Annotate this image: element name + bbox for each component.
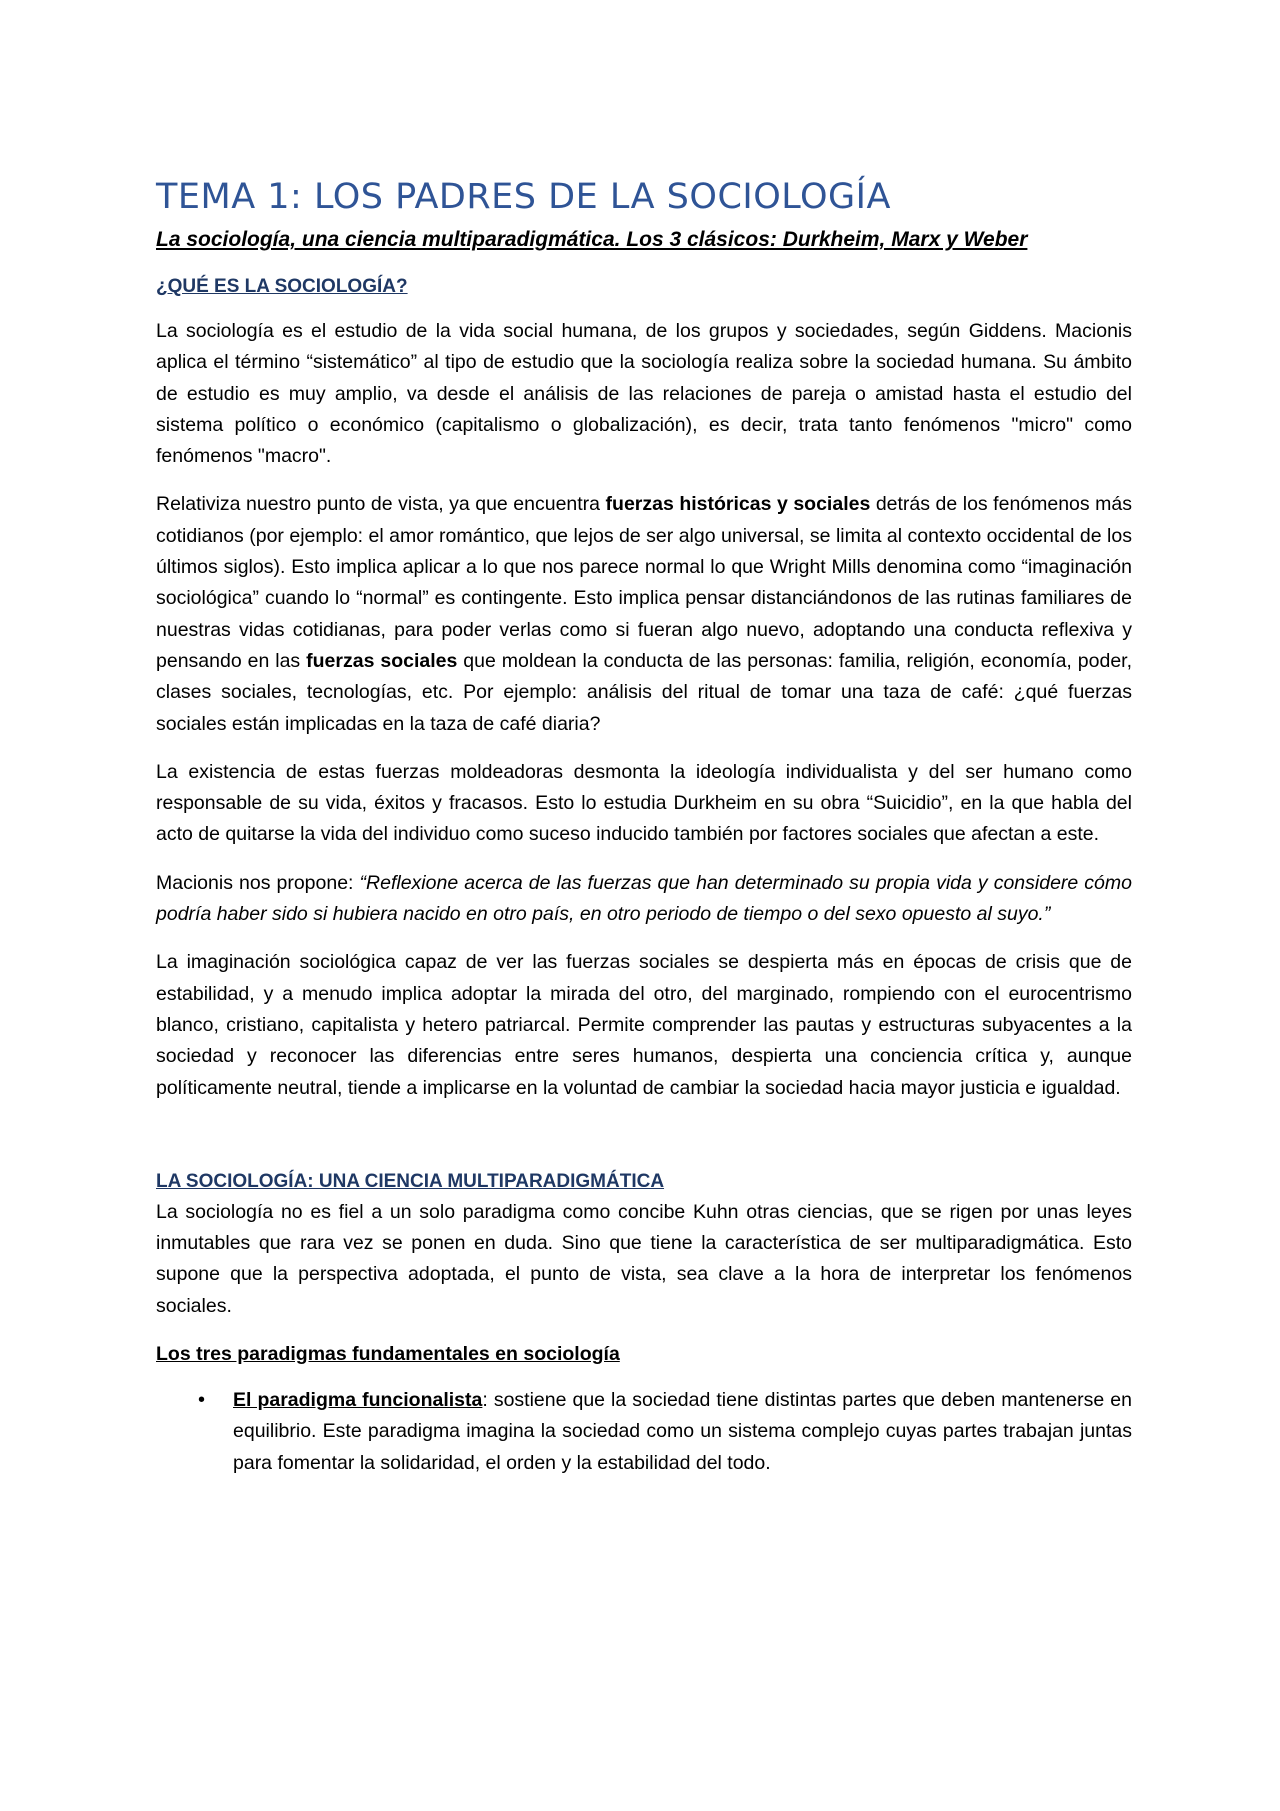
paragraph: La imaginación sociológica capaz de ver las fuerzas sociales se despierta más en épocas de crisis que de estabilidad, y a menudo implica adoptar la mirada del otro, del marginado, rompiendo con el eurocentrismo blanco, cristiano, capitalista y hetero patriarcal. Permite comprender las pautas y estructuras subyacentes a la sociedad y reconocer las diferencias entre seres humanos, despierta una conciencia crítica y, aunque políticamente neutral, tiende a implicarse en la voluntad de cambiar la sociedad hacia mayor justicia e igualdad. xyxy=(156,951,1132,1099)
text-run: que moldean la conducta de las personas: familia, religión, economía, poder, clases sociales, tecnologías, etc. Por ejemplo: análisis del ritual de tomar una taza de café: ¿qué fuerzas sociales están implicadas en la taza de café diaria? xyxy=(156,649,1133,735)
paragraph xyxy=(156,489,1132,739)
text-run: Macionis nos propone: xyxy=(156,871,360,894)
section-heading-multiparadigmatica: LA SOCIOLOGÍA: UNA CIENCIA MULTIPARADIGMÁTICA xyxy=(156,1170,665,1192)
paragraph xyxy=(156,868,1132,931)
bullet-marker: • xyxy=(198,1389,206,1412)
document-subtitle: La sociología, una ciencia multiparadigmática. Los 3 clásicos: Durkheim, Marx y Weber xyxy=(156,228,1028,251)
paragraph: La existencia de estas fuerzas moldeadoras desmonta la ideología individualista y del ser humano como responsable de su vida, éxitos y fracasos. Esto lo estudia Durkheim en su obra “Suicidio”, en la que habla del acto de quitarse la vida del individuo como suceso inducido también por factores sociales que afectan a este. xyxy=(156,760,1132,846)
section-heading-que-es: ¿QUÉ ES LA SOCIOLOGÍA? xyxy=(156,276,408,297)
paragraph: La sociología no es fiel a un solo paradigma como concibe Kuhn otras ciencias, que se rigen por unas leyes inmutables que rara vez se ponen en duda. Sino que tiene la característica de ser multiparadigmática. Esto supone que la perspectiva adoptada, el punto de vista, sea clave a la hora de interpretar los fenómenos sociales. xyxy=(156,1200,1132,1317)
list-item-term: El paradigma funcionalista xyxy=(233,1389,483,1412)
document-title: TEMA 1: LOS PADRES DE LA SOCIOLOGÍA xyxy=(156,177,891,217)
spacer xyxy=(156,1121,1132,1167)
paragraph: La sociología es el estudio de la vida social humana, de los grupos y sociedades, según Giddens. Macionis aplica el término “sistemático” al tipo de estudio que la sociología realiza sobre la sociedad humana. Su ámbito de estudio es muy amplio, va desde el análisis de las relaciones de pareja o amistad hasta el estudio del sistema político o económico (capitalismo o globalización), es decir, trata tanto fenómenos "micro" como fenómenos "macro". xyxy=(156,320,1132,468)
subheading-paradigmas: Los tres paradigmas fundamentales en sociología xyxy=(156,1343,620,1366)
paradigm-list xyxy=(156,1385,1132,1479)
italic-quote: “Reflexione acerca de las fuerzas que han determinado su propia vida y considere cómo podría haber sido si hubiera nacido en otro país, en otro periodo de tiempo o del sexo opuesto al suyo.” xyxy=(156,871,1132,926)
bold-text: fuerzas históricas y sociales xyxy=(605,493,871,516)
text-run: detrás de los fenómenos más cotidianos (por ejemplo: el amor romántico, que lejos de ser algo universal, se limita al contexto occidental de los últimos siglos). Esto implica aplicar a lo que nos parece normal lo que Wright Mills denomina como “imaginación sociológica” cuando lo “normal” es contingente. Esto implica pensar distanciándonos de las rutinas familiares de nuestras vidas cotidianas, para poder verlas como si fueran algo nuevo, adoptando una conducta reflexiva y pensando en las xyxy=(156,493,1133,672)
list-item-text: : sostiene que la sociedad tiene distintas partes que deben mantenerse en equilibrio. Este paradigma imagina la sociedad como un sistema complejo cuyas partes trabajan juntas para fomentar la solidaridad, el orden y la estabilidad del todo. xyxy=(233,1389,1132,1474)
list-item xyxy=(198,1385,1132,1479)
text-run: Relativiza nuestro punto de vista, ya que encuentra xyxy=(156,493,606,516)
bold-text: fuerzas sociales xyxy=(306,649,458,672)
